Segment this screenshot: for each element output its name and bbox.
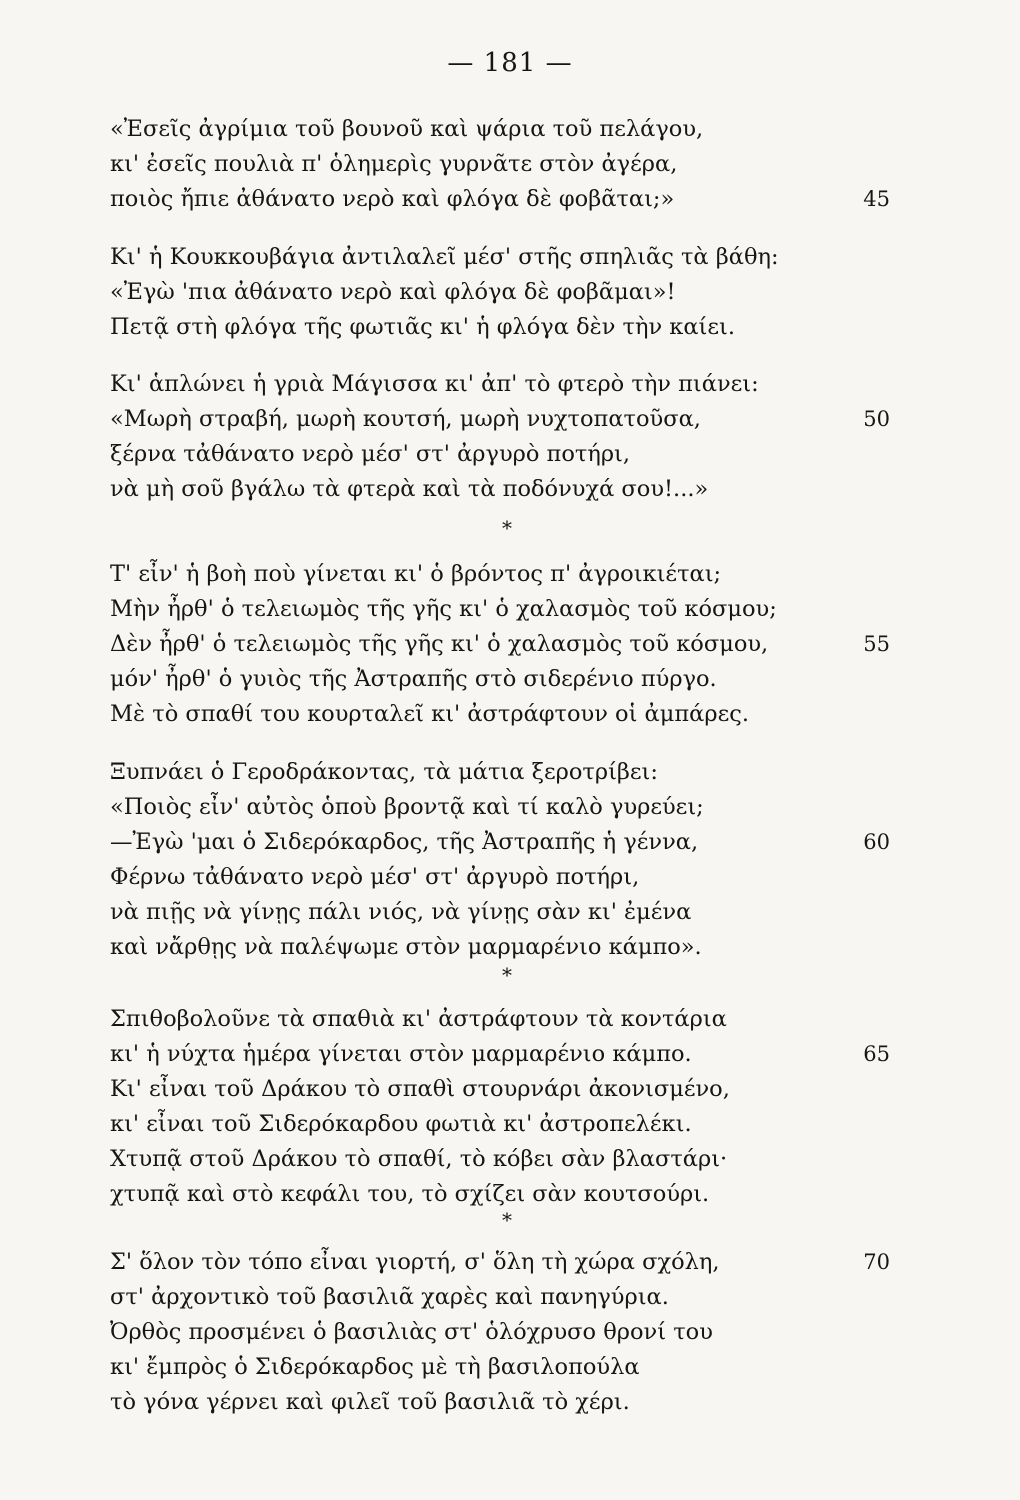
line-number: 50 bbox=[863, 407, 890, 431]
verse-line: στ' ἀρχοντικὸ τοῦ βασιλιᾶ χαρὲς καὶ πανηγύρια. bbox=[110, 1284, 669, 1310]
verse-line: Τ' εἶν' ἡ βοὴ ποὺ γίνεται κι' ὁ βρόντος π' ἀγροικιέται; bbox=[110, 561, 722, 587]
verse-line: καὶ νἄρθῃς νὰ παλέψωμε στὸν μαρμαρένιο κάμπο». bbox=[110, 934, 702, 960]
verse-line: Κι' ἁπλώνει ἡ γριὰ Μάγισσα κι' ἀπ' τὸ φτερὸ τὴν πιάνει: bbox=[110, 371, 759, 397]
verse-line: ξέρνα τἀθάνατο νερὸ μέσ' στ' ἀργυρὸ ποτήρι, bbox=[110, 441, 631, 467]
stanza bbox=[110, 1002, 910, 1212]
verse-line: Χτυπᾷ στοῦ Δράκου τὸ σπαθί, τὸ κόβει σὰν βλαστάρι· bbox=[110, 1146, 728, 1172]
line-number: 55 bbox=[863, 632, 890, 656]
verse-line: νὰ μὴ σοῦ βγάλω τὰ φτερὰ καὶ τὰ ποδόνυχά σου!...» bbox=[110, 476, 709, 502]
verse-line: Μὲ τὸ σπαθί του κουρταλεῖ κι' ἀστράφτουν οἱ ἀμπάρες. bbox=[110, 701, 749, 727]
verse-line: Ξυπνάει ὁ Γεροδράκοντας, τὰ μάτια ξεροτρίβει: bbox=[110, 759, 658, 785]
verse-line: Ὀρθὸς προσμένει ὁ βασιλιὰς στ' ὁλόχρυσο θρονί του bbox=[110, 1319, 713, 1345]
page-number: — 181 — bbox=[447, 48, 573, 78]
section-separator: * bbox=[502, 963, 512, 987]
verse-line: κι' ἔμπρὸς ὁ Σιδερόκαρδος μὲ τὴ βασιλοπούλα bbox=[110, 1354, 640, 1380]
verse-line: Φέρνω τἀθάνατο νερὸ μέσ' στ' ἀργυρὸ ποτήρι, bbox=[110, 864, 640, 890]
line-number: 45 bbox=[863, 187, 890, 211]
stanza bbox=[110, 557, 910, 732]
verse-line: μόν' ἦρθ' ὁ γυιὸς τῆς Ἀστραπῆς στὸ σιδερένιο πύργο. bbox=[110, 666, 717, 692]
line-number: 60 bbox=[863, 830, 890, 854]
verse-line: Κι' ἡ Κουκκουβάγια ἀντιλαλεῖ μέσ' στῆς σπηλιᾶς τὰ βάθη: bbox=[110, 244, 779, 270]
verse-line: Μὴν ἦρθ' ὁ τελειωμὸς τῆς γῆς κι' ὁ χαλασμὸς τοῦ κόσμου; bbox=[110, 596, 777, 622]
verse-line: κι' ἡ νύχτα ἡμέρα γίνεται στὸν μαρμαρένιο κάμπο. 65 bbox=[110, 1037, 910, 1072]
line-number: 65 bbox=[863, 1042, 890, 1066]
stanza bbox=[110, 112, 910, 217]
verse-line: κι' ἐσεῖς πουλιὰ π' ὁλημερὶς γυρνᾶτε στὸν ἀγέρα, bbox=[110, 151, 678, 177]
verse-line: νὰ πιῇς νὰ γίνῃς πάλι νιός, νὰ γίνῃς σὰν κι' ἐμένα bbox=[110, 899, 692, 925]
verse-line: Σπιθοβολοῦνε τὰ σπαθιὰ κι' ἀστράφτουν τὰ κοντάρια bbox=[110, 1006, 727, 1032]
verse-line: χτυπᾷ καὶ στὸ κεφάλι του, τὸ σχίζει σὰν κουτσούρι. bbox=[110, 1181, 710, 1207]
verse-line: «Μωρὴ στραβή, μωρὴ κουτσή, μωρὴ νυχτοπατοῦσα, 50 bbox=[110, 402, 910, 437]
verse-line: «Ἐσεῖς ἀγρίμια τοῦ βουνοῦ καὶ ψάρια τοῦ πελάγου, bbox=[110, 116, 704, 142]
verse-line: τὸ γόνα γέρνει καὶ φιλεῖ τοῦ βασιλιᾶ τὸ χέρι. bbox=[110, 1389, 630, 1415]
stanza bbox=[110, 1245, 910, 1420]
verse-line: ποιὸς ἤπιε ἀθάνατο νερὸ καὶ φλόγα δὲ φοβᾶται;» 45 bbox=[110, 182, 910, 217]
section-separator: * bbox=[502, 516, 512, 540]
verse-line: —Ἐγὼ 'μαι ὁ Σιδερόκαρδος, τῆς Ἀστραπῆς ἡ γέννα, 60 bbox=[110, 825, 910, 860]
verse-line: Δὲν ἦρθ' ὁ τελειωμὸς τῆς γῆς κι' ὁ χαλασμὸς τοῦ κόσμου, 55 bbox=[110, 627, 910, 662]
verse-line: Πετᾷ στὴ φλόγα τῆς φωτιᾶς κι' ἡ φλόγα δὲν τὴν καίει. bbox=[110, 314, 735, 340]
verse-line: Σ' ὅλον τὸν τόπο εἶναι γιορτή, σ' ὅλη τὴ χώρα σχόλη, 70 bbox=[110, 1245, 910, 1280]
section-separator: * bbox=[502, 1208, 512, 1232]
verse-line: «Ἐγὼ 'πια ἀθάνατο νερὸ καὶ φλόγα δὲ φοβᾶμαι»! bbox=[110, 279, 676, 305]
verse-line: κι' εἶναι τοῦ Σιδερόκαρδου φωτιὰ κι' ἀστροπελέκι. bbox=[110, 1111, 692, 1137]
stanza bbox=[110, 755, 910, 965]
line-number: 70 bbox=[863, 1250, 890, 1274]
stanza bbox=[110, 367, 910, 507]
verse-line: Κι' εἶναι τοῦ Δράκου τὸ σπαθὶ στουρνάρι ἀκονισμένο, bbox=[110, 1076, 730, 1102]
verse-line: «Ποιὸς εἶν' αὐτὸς ὁποὺ βροντᾷ καὶ τί καλὸ γυρεύει; bbox=[110, 794, 704, 820]
stanza bbox=[110, 240, 910, 345]
